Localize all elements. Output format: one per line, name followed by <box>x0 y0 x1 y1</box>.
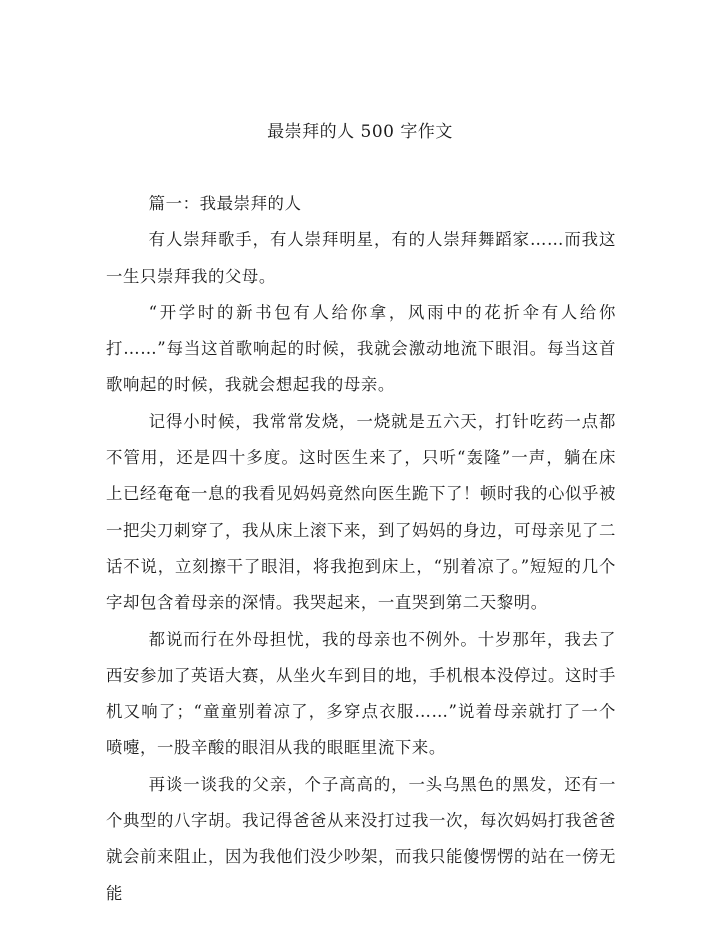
paragraph: 都说而行在外母担忧，我的母亲也不例外。十岁那年，我去了西安参加了英语大赛，从坐火车到目的地，手机根本没停过。这时手机又响了；“童童别着凉了，多穿点衣服……”说着母亲就打了一个喷嚏，一股辛酸的眼泪从我的眼眶里流下来。 <box>106 629 616 758</box>
paragraph: 有人崇拜歌手，有人崇拜明星，有的人崇拜舞蹈家……而我这一生只崇拜我的父母。 <box>106 230 616 286</box>
paragraph: 记得小时候，我常常发烧，一烧就是五六天，打针吃药一点都不管用，还是四十多度。这时医生来了，只听“轰隆”一声，躺在床上已经奄奄一息的我看见妈妈竟然向医生跪下了！顿时我的心似乎被一把尖刀刺穿了，我从床上滚下来，到了妈妈的身边，可母亲见了二话不说，立刻擦干了眼泪，将我抱到床上，“别着凉了。”短短的几个字却包含着母亲的深情。我哭起来，一直哭到第二天黎明。 <box>106 411 616 613</box>
document-body <box>106 186 616 912</box>
paragraph: “开学时的新书包有人给你拿，风雨中的花折伞有人给你打……”每当这首歌响起的时候，我就会激动地流下眼泪。每当这首歌响起的时候，我就会想起我的母亲。 <box>106 302 616 395</box>
paragraph: 再谈一谈我的父亲，个子高高的，一头乌黑色的黑发，还有一个典型的八字胡。我记得爸爸从来没打过我一次，每次妈妈打我爸爸就会前来阻止，因为我他们没少吵架，而我只能傻愣愣的站在一傍无能 <box>106 774 616 903</box>
document-title: 最崇拜的人 500 字作文 <box>267 122 453 142</box>
section-heading: 篇一：我最崇拜的人 <box>148 194 302 213</box>
